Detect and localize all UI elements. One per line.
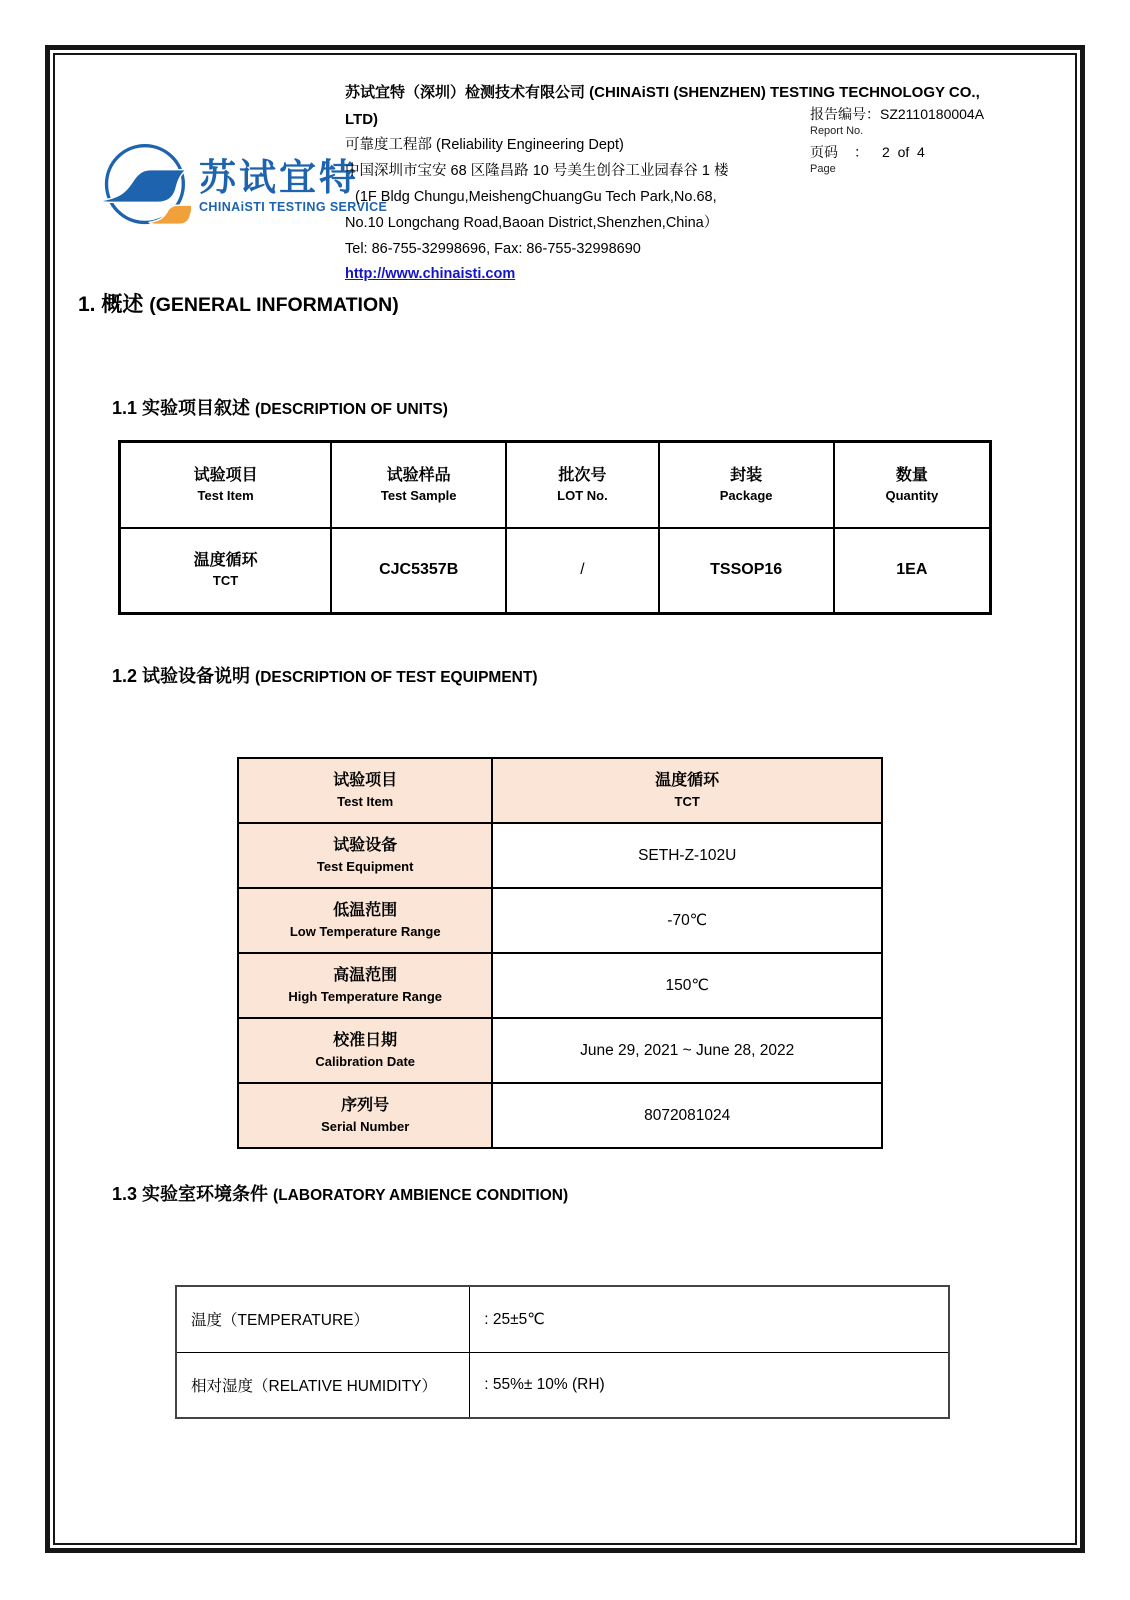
equipment-label-low-temp: 低温范围 Low Temperature Range xyxy=(238,888,492,953)
section-1-3-title xyxy=(112,1180,568,1206)
section-1-1-title-cn: 1.1 实验项目叙述 xyxy=(112,398,251,418)
equipment-label-serial: 序列号 Serial Number xyxy=(238,1083,492,1148)
ambience-table xyxy=(175,1285,950,1419)
units-table xyxy=(118,440,992,615)
equipment-label-equipment: 试验设备 Test Equipment xyxy=(238,823,492,888)
logo-swoosh-icon xyxy=(95,138,191,234)
units-col-test-item: 试验项目 Test Item xyxy=(120,442,332,528)
equipment-value-low-temp: -70℃ xyxy=(492,888,882,953)
section-1-2-title-cn: 1.2 试验设备说明 xyxy=(112,666,251,686)
section-1-1-title xyxy=(112,394,448,420)
page-label-en: Page xyxy=(810,162,836,175)
company-name-line: 苏试宜特（深圳）检测技术有限公司 (CHINAiSTI (SHENZHEN) TESTING TECHNOLOGY CO., LTD) xyxy=(345,84,980,128)
page-no-row xyxy=(810,144,1040,162)
website-link[interactable]: http://www.chinaisti.com xyxy=(345,266,516,283)
ambience-value-humidity: : 55%± 10% (RH) xyxy=(470,1352,949,1418)
section-1-2-title-en: (DESCRIPTION OF TEST EQUIPMENT) xyxy=(255,669,538,686)
section-1-3-title-en: (LABORATORY AMBIENCE CONDITION) xyxy=(273,1187,569,1204)
units-cell-package: TSSOP16 xyxy=(659,528,834,614)
page-colon: ： xyxy=(854,144,868,161)
units-col-package: 封装 Package xyxy=(659,442,834,528)
units-col-quantity: 数量 Quantity xyxy=(834,442,991,528)
equipment-label-test-item: 试验项目 Test Item xyxy=(238,758,492,823)
equipment-value-calibration: June 29, 2021 ~ June 28, 2022 xyxy=(492,1018,882,1083)
address-en-line-1: (1F Bldg Chungu,MeishengChuangGu Tech Park,No.68, xyxy=(355,188,717,205)
section-1-title xyxy=(78,288,399,318)
equipment-value-serial: 8072081024 xyxy=(492,1083,882,1148)
department-line: 可靠度工程部 (Reliability Engineering Dept) xyxy=(345,137,624,154)
equipment-row-low-temp xyxy=(238,888,882,953)
address-cn-line: 中国深圳市宝安 68 区隆昌路 10 号美生创谷工业园春谷 1 楼 xyxy=(345,163,729,180)
equipment-row-calibration xyxy=(238,1018,882,1083)
units-cell-test-item: 温度循环 TCT xyxy=(120,528,332,614)
units-header-row xyxy=(120,442,991,528)
ambience-label-humidity: 相对湿度（RELATIVE HUMIDITY） xyxy=(176,1352,470,1418)
equipment-row-equipment xyxy=(238,823,882,888)
units-cell-quantity: 1EA xyxy=(834,528,991,614)
report-no-row xyxy=(810,106,1040,124)
equipment-row-serial xyxy=(238,1083,882,1148)
ambience-row-temperature xyxy=(176,1286,949,1352)
tel-fax-line: Tel: 86-755-32998696, Fax: 86-755-32998690 xyxy=(345,240,641,257)
report-no-value: SZ2110180004A xyxy=(880,106,985,122)
units-col-lot-no: 批次号 LOT No. xyxy=(506,442,658,528)
page-value: 2 of 4 xyxy=(882,144,925,161)
equipment-value-high-temp: 150℃ xyxy=(492,953,882,1018)
equipment-table xyxy=(237,757,883,1149)
section-1-2-title xyxy=(112,662,538,688)
units-col-test-sample: 试验样品 Test Sample xyxy=(331,442,506,528)
section-1-title-cn: 1. 概述 xyxy=(78,293,144,316)
equipment-value-equipment: SETH-Z-102U xyxy=(492,823,882,888)
logo-chinese-name: 苏试宜特 xyxy=(199,156,359,198)
equipment-label-high-temp: 高温范围 High Temperature Range xyxy=(238,953,492,1018)
units-cell-test-sample: CJC5357B xyxy=(331,528,506,614)
equipment-label-calibration: 校准日期 Calibration Date xyxy=(238,1018,492,1083)
report-no-label-en: Report No. xyxy=(810,124,864,137)
ambience-row-humidity xyxy=(176,1352,949,1418)
report-no-label: 报告编号： xyxy=(810,106,880,122)
units-data-row xyxy=(120,528,991,614)
section-1-1-title-en: (DESCRIPTION OF UNITS) xyxy=(255,401,448,418)
equipment-row-test-item xyxy=(238,758,882,823)
section-1-title-en: (GENERAL INFORMATION) xyxy=(149,294,399,316)
company-logo xyxy=(95,138,387,234)
logo-english-name: CHINAiSTI TESTING SERVICE xyxy=(199,200,388,215)
ambience-value-temperature: : 25±5℃ xyxy=(470,1286,949,1352)
equipment-row-high-temp xyxy=(238,953,882,1018)
address-en-line-2: No.10 Longchang Road,Baoan District,Shenzhen,China） xyxy=(345,214,719,231)
section-1-3-title-cn: 1.3 实验室环境条件 xyxy=(112,1184,269,1204)
page-label: 页码 xyxy=(810,144,838,161)
ambience-label-temperature: 温度（TEMPERATURE） xyxy=(176,1286,470,1352)
equipment-value-test-item: 温度循环 TCT xyxy=(492,758,882,823)
units-cell-lot-no: / xyxy=(506,528,658,614)
report-info-block xyxy=(810,106,1040,183)
